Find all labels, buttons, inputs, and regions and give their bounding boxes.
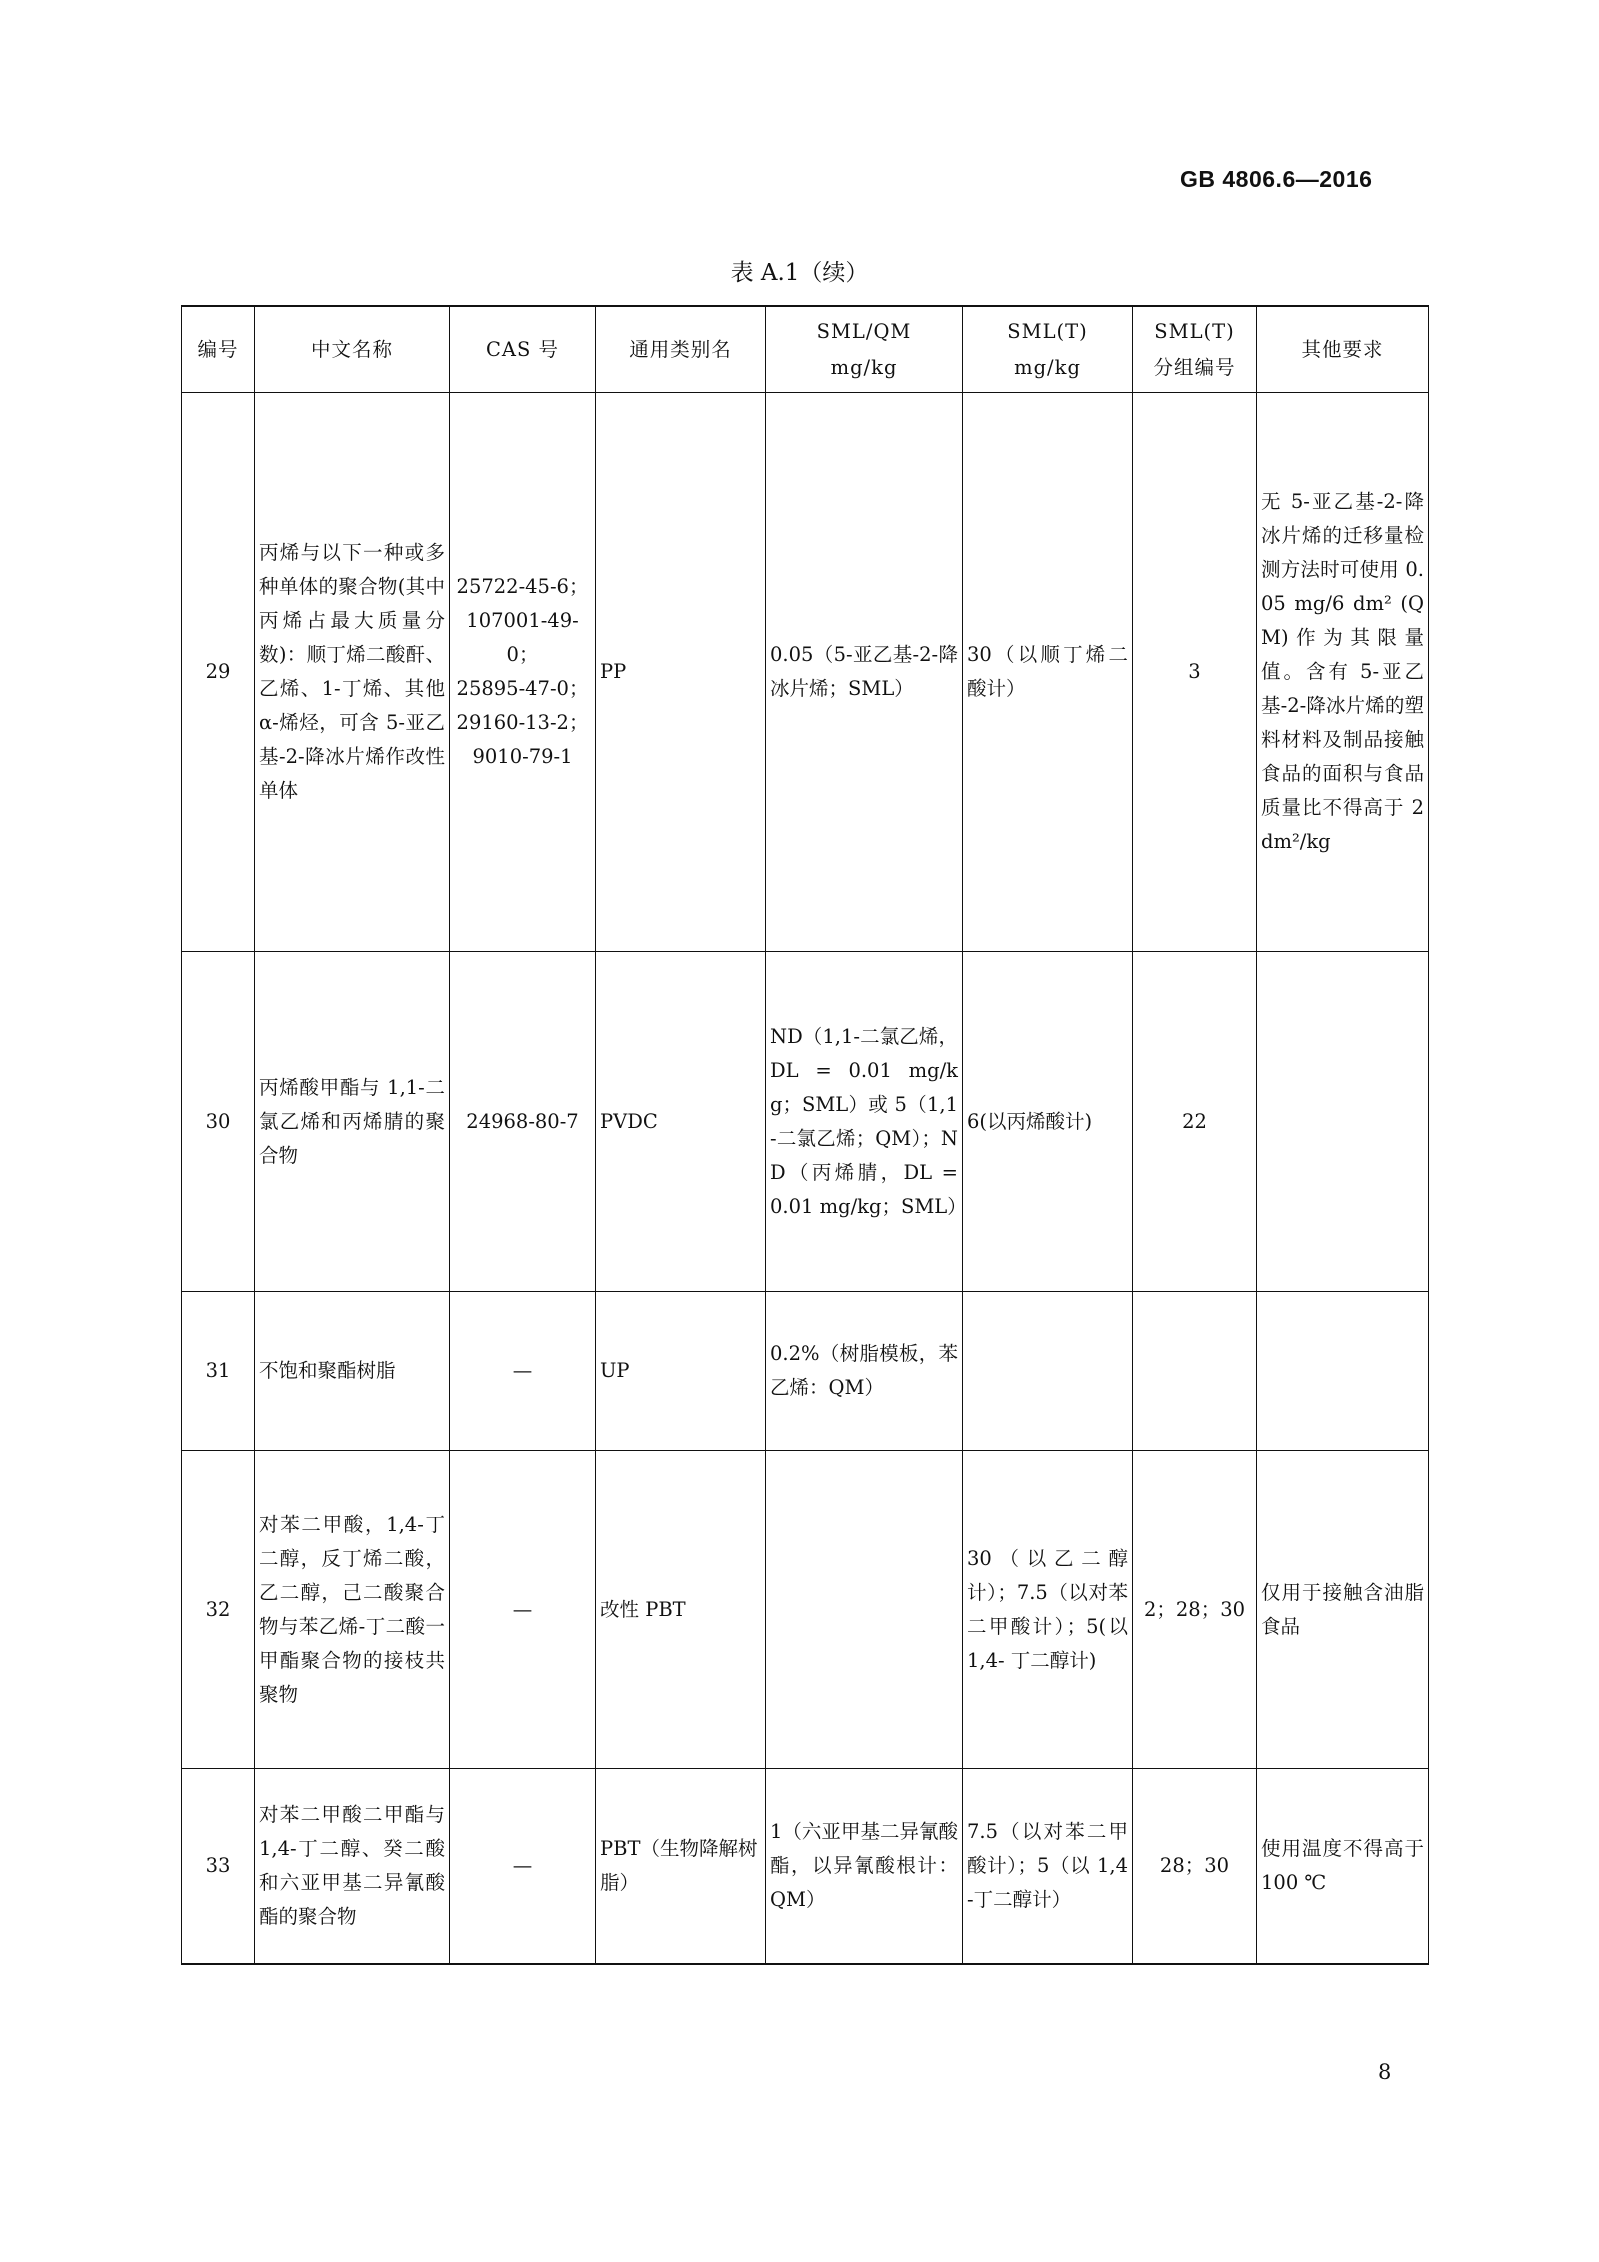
cell-other: 仅用于接触含油脂食品 bbox=[1257, 1451, 1429, 1769]
col-header-sml-t-group: SML(T) 分组编号 bbox=[1133, 306, 1257, 393]
cell-category: UP bbox=[596, 1292, 766, 1451]
cell-cas: 25722-45-6； 107001-49-0； 25895-47-0； 29160-13-2； 9010-79-1 bbox=[450, 393, 596, 952]
col-header-other-requirements: 其他要求 bbox=[1257, 306, 1429, 393]
cell-sml-qm: 0.05（5-亚乙基-2-降冰片烯；SML） bbox=[766, 393, 963, 952]
cell-cas: — bbox=[450, 1292, 596, 1451]
cell-name: 对苯二甲酸二甲酯与 1,4-丁二醇、癸二酸和六亚甲基二异氰酸酯的聚合物 bbox=[255, 1769, 450, 1964]
col-header-cas: CAS 号 bbox=[450, 306, 596, 393]
cell-other bbox=[1257, 1292, 1429, 1451]
cell-other: 无 5-亚乙基-2-降冰片烯的迁移量检测方法时可使用 0.05 mg/6 dm² (QM)作为其限量值。含有 5-亚乙基-2-降冰片烯的塑料材料及制品接触食品的面积与食品质量比不得高于 2 dm²/kg bbox=[1257, 393, 1429, 952]
cell-sml-qm bbox=[766, 1451, 963, 1769]
table-row bbox=[182, 1451, 1429, 1769]
cell-no: 31 bbox=[182, 1292, 255, 1451]
cell-name: 丙烯酸甲酯与 1,1-二氯乙烯和丙烯腈的聚合物 bbox=[255, 952, 450, 1292]
cell-no: 33 bbox=[182, 1769, 255, 1964]
cell-sml-t: 7.5（以对苯二甲酸计）；5（以 1,4-丁二醇计） bbox=[963, 1769, 1133, 1964]
col-header-chinese-name: 中文名称 bbox=[255, 306, 450, 393]
cell-cas: — bbox=[450, 1769, 596, 1964]
col-header-sml-t: SML(T) mg/kg bbox=[963, 306, 1133, 393]
cell-category: PP bbox=[596, 393, 766, 952]
table-row bbox=[182, 393, 1429, 952]
standard-number: GB 4806.6—2016 bbox=[1180, 166, 1373, 192]
cell-group bbox=[1133, 1292, 1257, 1451]
cell-cas: — bbox=[450, 1451, 596, 1769]
cell-sml-qm: ND（1,1-二氯乙烯，DL = 0.01 mg/kg；SML）或 5（1,1-二氯乙烯；QM）；ND（丙烯腈，DL = 0.01 mg/kg；SML） bbox=[766, 952, 963, 1292]
cell-sml-qm: 1（六亚甲基二异氰酸酯，以异氰酸根计：QM） bbox=[766, 1769, 963, 1964]
cell-sml-t: 6(以丙烯酸计) bbox=[963, 952, 1133, 1292]
cell-name: 不饱和聚酯树脂 bbox=[255, 1292, 450, 1451]
table-header-row bbox=[182, 306, 1429, 393]
col-header-sml-qm: SML/QM mg/kg bbox=[766, 306, 963, 393]
cell-group: 3 bbox=[1133, 393, 1257, 952]
cell-group: 2；28；30 bbox=[1133, 1451, 1257, 1769]
cell-cas: 24968-80-7 bbox=[450, 952, 596, 1292]
page-number: 8 bbox=[1378, 2060, 1392, 2084]
cell-name: 丙烯与以下一种或多种单体的聚合物(其中丙烯占最大质量分数)：顺丁烯二酸酐、乙烯、1-丁烯、其他α-烯烃，可含 5-亚乙基-2-降冰片烯作改性单体 bbox=[255, 393, 450, 952]
cell-sml-qm: 0.2%（树脂模板，苯乙烯：QM） bbox=[766, 1292, 963, 1451]
col-header-no: 编号 bbox=[182, 306, 255, 393]
cell-no: 32 bbox=[182, 1451, 255, 1769]
table-row bbox=[182, 952, 1429, 1292]
cell-group: 28；30 bbox=[1133, 1769, 1257, 1964]
cell-sml-t: 30（以乙二醇计）；7.5（以对苯二甲酸计）；5(以 1,4- 丁二醇计) bbox=[963, 1451, 1133, 1769]
cell-other bbox=[1257, 952, 1429, 1292]
cell-category: PBT（生物降解树脂） bbox=[596, 1769, 766, 1964]
table-caption: 表 A.1（续） bbox=[730, 260, 869, 286]
substance-table bbox=[181, 305, 1429, 1965]
cell-group: 22 bbox=[1133, 952, 1257, 1292]
cell-other: 使用温度不得高于 100 ℃ bbox=[1257, 1769, 1429, 1964]
col-header-category: 通用类别名 bbox=[596, 306, 766, 393]
cell-no: 29 bbox=[182, 393, 255, 952]
cell-category: 改性 PBT bbox=[596, 1451, 766, 1769]
cell-sml-t: 30（以顺丁烯二酸计） bbox=[963, 393, 1133, 952]
cell-no: 30 bbox=[182, 952, 255, 1292]
cell-name: 对苯二甲酸，1,4-丁二醇，反丁烯二酸，乙二醇，己二酸聚合物与苯乙烯-丁二酸一甲酯聚合物的接枝共聚物 bbox=[255, 1451, 450, 1769]
cell-category: PVDC bbox=[596, 952, 766, 1292]
cell-sml-t bbox=[963, 1292, 1133, 1451]
table-row bbox=[182, 1769, 1429, 1964]
table-row bbox=[182, 1292, 1429, 1451]
